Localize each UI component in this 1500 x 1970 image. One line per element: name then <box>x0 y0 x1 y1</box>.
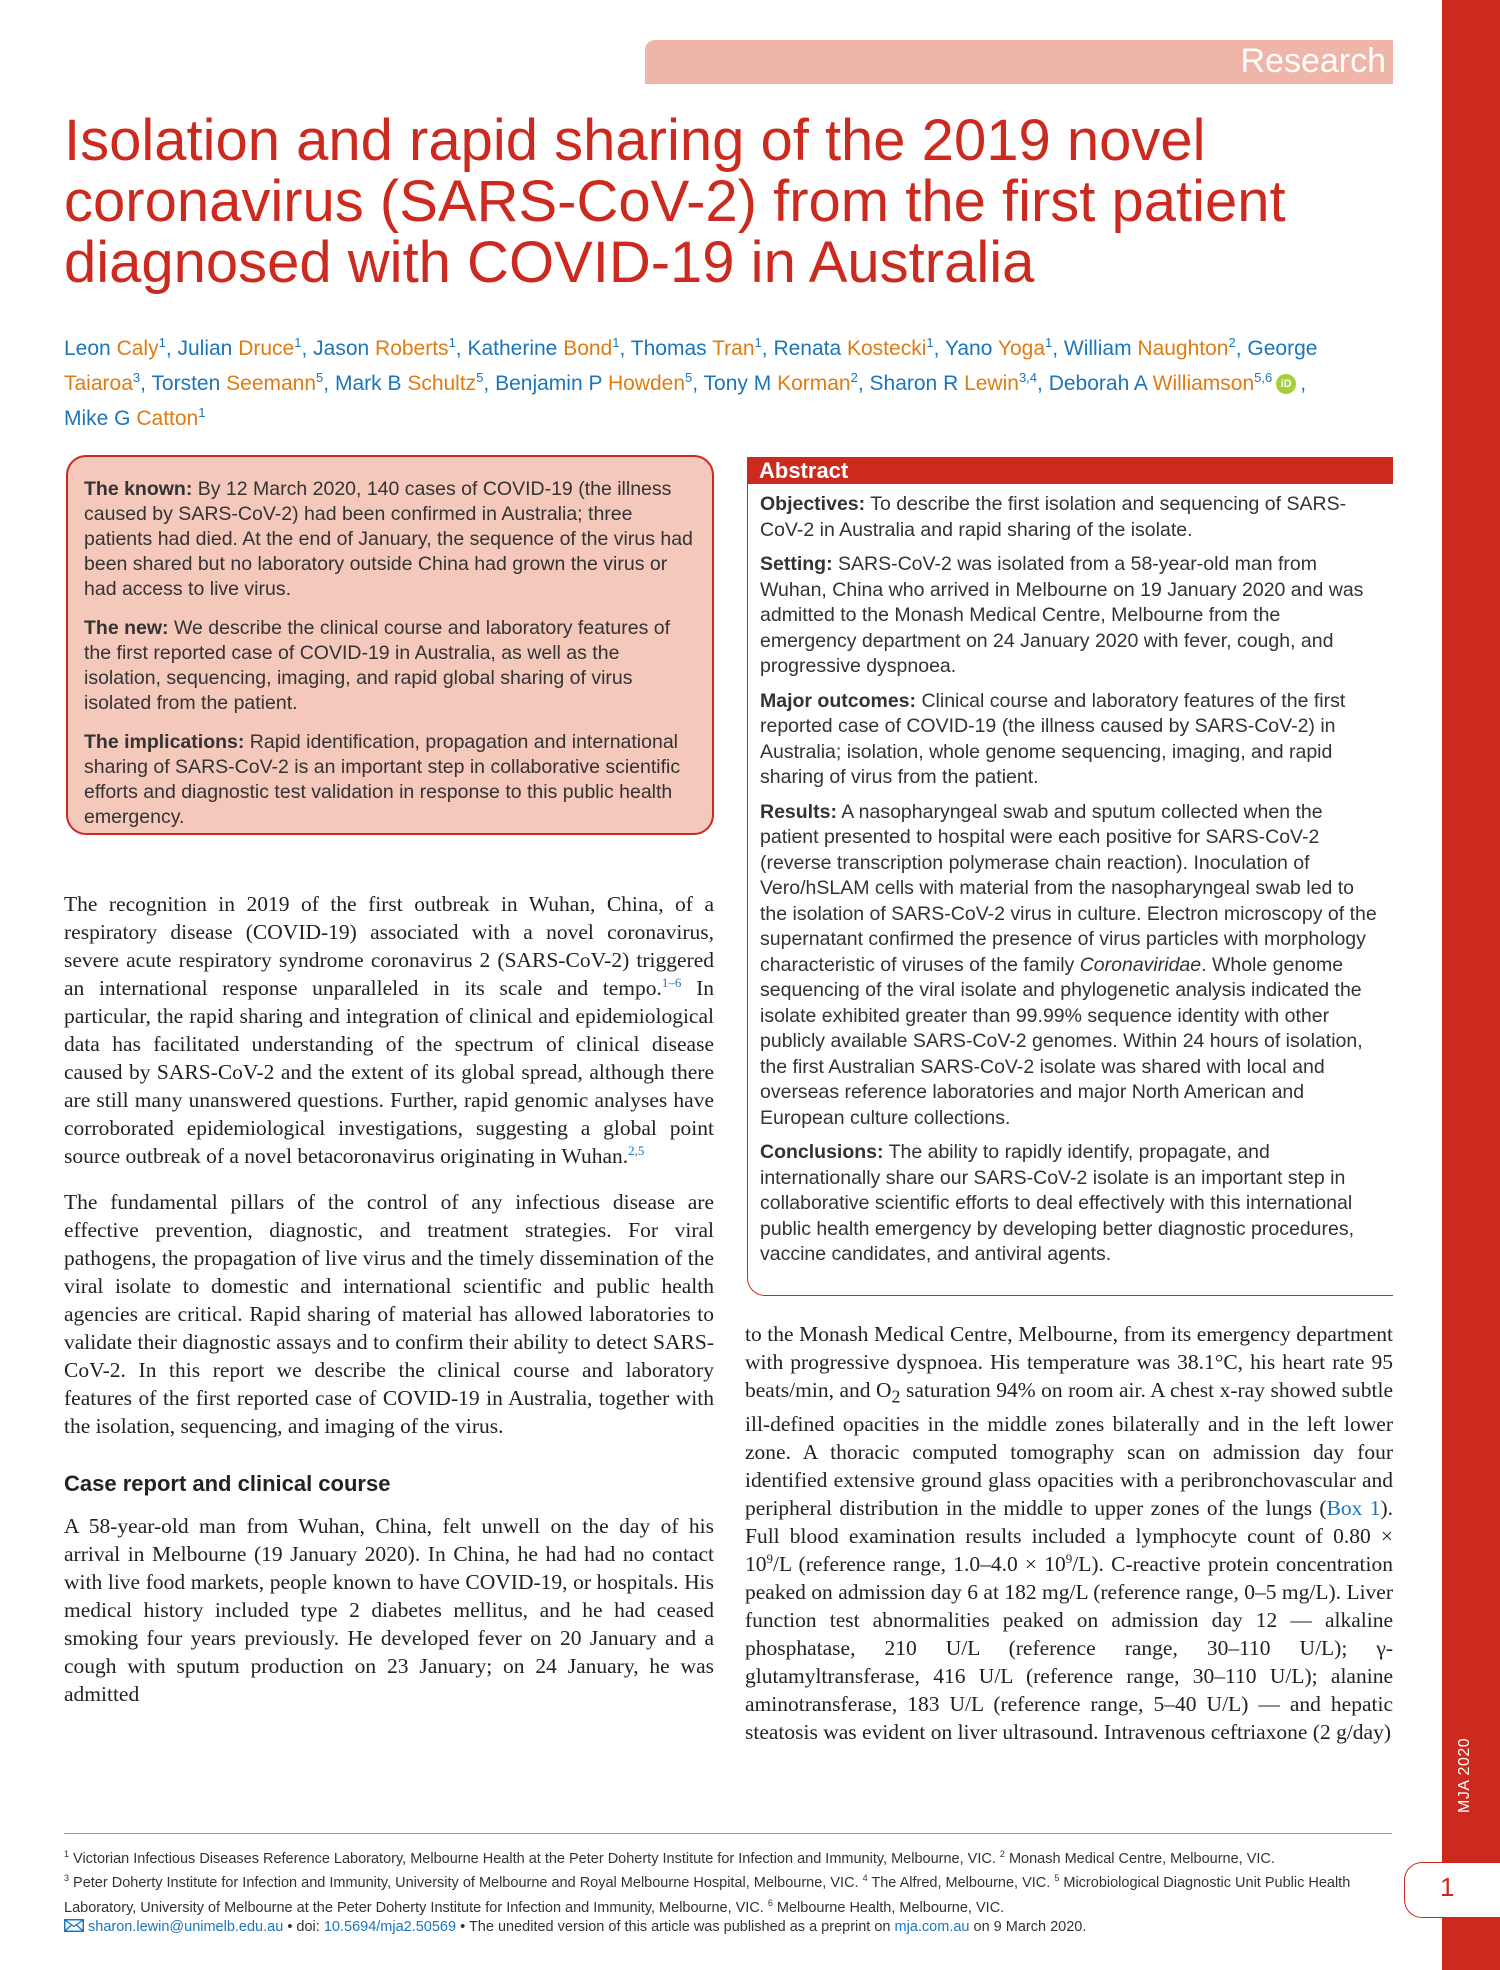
author-name[interactable] <box>773 337 933 360</box>
author-family-name: Williamson <box>1152 372 1255 395</box>
affiliation-5: Microbiological Diagnostic Unit Public Health Laboratory, University of Melbourne at the Peter Doherty Institute for Infection and Immunity, Melbourne, VIC. <box>64 1875 1351 1916</box>
footer-divider <box>64 1833 1392 1834</box>
known-label: The known: <box>84 478 193 500</box>
affiliation-marker: 3 <box>64 1873 70 1884</box>
author-given-name: Benjamin P <box>495 372 603 395</box>
results-taxon: Coronaviridae <box>1079 953 1202 976</box>
affiliation-marker: 2 <box>999 1849 1005 1859</box>
page-number: 1 <box>1440 1872 1455 1902</box>
o2-subscript: 2 <box>891 1386 901 1407</box>
author-given-name: Sharon R <box>869 372 959 395</box>
author-name[interactable] <box>467 337 619 360</box>
affiliation-2: Monash Medical Centre, Melbourne, VIC. <box>1004 1850 1275 1867</box>
author-given-name: Mike G <box>64 407 131 430</box>
author-family-name: Taiaroa <box>64 372 133 395</box>
author-affiliation-marker: 3,4 <box>1018 370 1038 385</box>
p4-text-cont3: /L (reference range, 1.0–4.0 × 10 <box>773 1552 1066 1577</box>
author-given-name: Leon <box>64 337 111 360</box>
affiliation-3: Peter Doherty Institute for Infection and Immunity, University of Melbourne and Royal Melbourne Hospital, Melbourne, VIC. <box>69 1875 863 1892</box>
author-given-name: Yano <box>944 337 993 360</box>
preprint-note: • The unedited version of this article was published as a preprint on <box>456 1918 895 1935</box>
author-affiliation-marker: 1 <box>294 335 302 350</box>
author-affiliation-marker: 1 <box>612 335 620 350</box>
setting-label: Setting: <box>760 553 833 575</box>
author-separator: , <box>455 337 468 360</box>
abstract-box <box>747 484 1393 1296</box>
implications-text: Rapid identification, propagation and international sharing of SARS-CoV-2 is an important step in collaborative scientific efforts and diagnostic test validation in response to this public health emergency. <box>84 731 681 828</box>
author-family-name: Bond <box>563 337 613 360</box>
author-name[interactable] <box>64 407 205 430</box>
results-text-cont: . Whole genome sequencing of the viral isolate and phylogenetic analysis indicated the isolate exhibited greater than 99.99% sequence identity with other publicly available SARS-CoV-2 genomes. Within 24 hours of isolation, the first Australian SARS-CoV-2 isolate was shared with local and overseas reference laboratories and major North American and European culture collections. <box>760 953 1363 1129</box>
abstract-conclusions <box>760 1140 1379 1268</box>
author-name[interactable] <box>1049 372 1301 395</box>
affiliation-6: Melbourne Health, Melbourne, VIC. <box>772 1899 1005 1916</box>
author-name[interactable] <box>1064 337 1236 360</box>
author-name[interactable] <box>631 337 762 360</box>
author-family-name: Catton <box>136 407 199 430</box>
section-label: Research <box>1240 42 1386 80</box>
author-given-name: Jason <box>313 337 370 360</box>
exponent: 9 <box>1065 1551 1073 1567</box>
corresponding-email-link[interactable]: sharon.lewin@unimelb.edu.au <box>88 1918 284 1935</box>
author-given-name: Thomas <box>630 337 707 360</box>
p4-text-cont2: ). Full blood examination results included a lymphocyte count of 0.80 × 10 <box>745 1496 1394 1577</box>
author-separator: , <box>1300 372 1307 395</box>
author-family-name: Kostecki <box>847 337 927 360</box>
author-separator: , <box>761 337 774 360</box>
author-given-name: Torsten <box>151 372 221 395</box>
doi-label: • doi: <box>283 1918 324 1935</box>
implications-label: The implications: <box>84 731 245 753</box>
conclusions-label: Conclusions: <box>760 1141 884 1163</box>
section-heading-case-report: Case report and clinical course <box>64 1471 391 1496</box>
author-affiliation-marker: 5 <box>316 370 324 385</box>
author-name[interactable] <box>313 337 456 360</box>
body-paragraph-2: The fundamental pillars of the control of any infectious disease are effective prevention, diagnostic, and treatment strategies. For viral pathogens, the propagation of live virus and the timely dissemination of the viral isolate to domestic and international scientific and public health agencies are critical. Rapid sharing of material has allowed laboratories to validate their diagnostic assays and to confirm their ability to detect SARS-CoV-2. In this report we describe the clinical course and laboratory features of the first reported case of COVID-19 in Australia, together with the isolation, sequencing, and imaging of the virus. <box>64 1190 714 1438</box>
p1-text: The recognition in 2019 of the first outbreak in Wuhan, China, of a respiratory disease (COVID-19) associated with a novel coronavirus, severe acute respiratory syndrome coronavirus 2 (SARS-CoV-2) triggered an international response unparalleled in its scale and tempo. <box>64 892 714 1000</box>
author-given-name: Renata <box>773 337 842 360</box>
author-family-name: Korman <box>777 372 851 395</box>
key-point-known <box>84 477 694 602</box>
p4-text-cont: saturation 94% on room air. A chest x-ray showed subtle ill-defined opacities in the middle zones bilaterally and in the left lower zone. A thoracic computed tomography scan on admission day four identified extensive ground glass opacities with a peribronchovascular and peripheral distribution in the middle to upper zones of the lungs ( <box>745 1378 1393 1521</box>
affiliation-4: The Alfred, Melbourne, VIC. <box>867 1875 1055 1892</box>
author-name[interactable] <box>151 372 323 395</box>
author-name[interactable] <box>177 337 301 360</box>
affiliation-footnotes <box>64 1845 1394 1937</box>
author-affiliation-marker: 2 <box>850 370 858 385</box>
author-separator: , <box>140 372 152 395</box>
author-name[interactable] <box>335 372 483 395</box>
author-given-name: Tony M <box>703 372 772 395</box>
author-list <box>64 328 1344 433</box>
abstract-heading: Abstract <box>747 457 1393 484</box>
author-family-name: Roberts <box>375 337 449 360</box>
preprint-date: on 9 March 2020. <box>969 1918 1087 1935</box>
author-family-name: Caly <box>116 337 159 360</box>
body-paragraph-1 <box>64 890 714 1170</box>
author-name[interactable] <box>945 337 1052 360</box>
author-affiliation-marker: 1 <box>158 335 166 350</box>
new-label: The new: <box>84 617 169 639</box>
results-text: A nasopharyngeal swab and sputum collected when the patient presented to hospital were each positive for SARS-CoV-2 (reverse transcription polymerase chain reaction). Inoculation of Vero/hSLAM cells with material from the nasopharyngeal swab led to the isolation of SARS-CoV-2 virus in culture. Electron microscopy of the supernatant confirmed the presence of virus particles with morphology characteristic of viruses of the family <box>760 800 1377 976</box>
author-family-name: Naughton <box>1137 337 1229 360</box>
body-column-left <box>64 890 714 1726</box>
author-separator: , <box>1235 337 1248 360</box>
new-text: We describe the clinical course and laboratory features of the first reported case of COVID-19 in Australia, as well as the isolation, sequencing, imaging, and rapid global sharing of virus isolated from the patient. <box>84 617 671 714</box>
author-family-name: Druce <box>238 337 295 360</box>
known-text: By 12 March 2020, 140 cases of COVID-19 (the illness caused by SARS-CoV-2) had been confirmed in Australia; three patients had died. At the end of January, the sequence of the virus had been shared but no laboratory outside China had grown the virus or had access to live virus. <box>84 478 693 600</box>
author-name[interactable] <box>495 372 692 395</box>
author-affiliation-marker: 3 <box>132 370 141 385</box>
author-given-name: William <box>1063 337 1132 360</box>
conclusions-text: The ability to rapidly identify, propagate, and internationally share our SARS-CoV-2 isolate is an important step in collaborative scientific efforts to deal effectively with this international public health emergency by developing better diagnostic procedures, vaccine candidates, and antiviral agents. <box>760 1141 1355 1265</box>
body-paragraph-4 <box>745 1320 1393 1746</box>
author-given-name: Mark B <box>334 372 402 395</box>
envelope-icon <box>64 1919 84 1932</box>
author-separator: , <box>323 372 335 395</box>
author-family-name: Howden <box>607 372 686 395</box>
journal-sidebar <box>1442 0 1500 1970</box>
author-affiliation-marker: 5 <box>685 370 693 385</box>
results-label: Results: <box>760 800 837 823</box>
author-name[interactable] <box>704 372 858 395</box>
preprint-site-link[interactable]: mja.com.au <box>894 1918 970 1935</box>
author-given-name: Katherine <box>467 337 558 360</box>
author-family-name: Tran <box>712 337 755 360</box>
author-family-name: Yoga <box>997 337 1045 360</box>
author-given-name: Julian <box>177 337 233 360</box>
exponent: 9 <box>766 1551 773 1567</box>
abstract-outcomes <box>760 689 1379 791</box>
author-separator: , <box>692 372 704 395</box>
author-affiliation-marker: 2 <box>1228 335 1236 350</box>
author-affiliation-marker: 5,6 <box>1254 370 1273 385</box>
author-separator: , <box>1052 337 1064 360</box>
key-point-new <box>84 616 694 716</box>
orcid-icon[interactable]: iD <box>1276 374 1296 394</box>
outcomes-label: Major outcomes: <box>760 689 917 712</box>
affiliation-marker: 6 <box>767 1897 773 1908</box>
author-separator: , <box>301 337 314 360</box>
setting-text: SARS-CoV-2 was isolated from a 58-year-old man from Wuhan, China who arrived in Melbourne on 19 January 2020 and was admitted to the Monash Medical Centre, Melbourne from the emergency department on 24 January 2020 with fever, cough, and progressive dyspnoea. <box>760 553 1364 677</box>
abstract-setting <box>760 552 1379 680</box>
objectives-text: To describe the first isolation and sequencing of SARS-CoV-2 in Australia and rapid sharing of the isolate. <box>760 493 1347 541</box>
author-given-name: George <box>1247 337 1318 360</box>
body-paragraph-3: A 58-year-old man from Wuhan, China, felt unwell on the day of his arrival in Melbourne (19 January 2020). In China, he had had no contact with live food markets, people known to have COVID-19, or hospitals. His medical history included type 2 diabetes mellitus, and he had ceased smoking four years previously. He developed fever on 20 January and a cough with sputum production on 23 January; on 24 January, he was admitted <box>64 1514 714 1706</box>
citation-link[interactable]: 1–6 <box>661 974 682 990</box>
body-column-right <box>745 1320 1393 1764</box>
author-affiliation-marker: 1 <box>754 335 762 350</box>
p4-text: to the Monash Medical Centre, Melbourne, from its emergency department with progressive dyspnoea. His temperature was 38.1°C, his heart rate 95 beats/min, and O <box>745 1322 1393 1402</box>
affiliation-1: Victorian Infectious Diseases Reference Laboratory, Melbourne Health at the Peter Doherty Institute for Infection and Immunity, Melbourne, VIC. <box>69 1850 1000 1867</box>
citation-link[interactable]: 2,5 <box>628 1142 645 1158</box>
key-point-implications <box>84 730 694 830</box>
author-affiliation-marker: 1 <box>198 405 206 420</box>
p4-text-cont4: /L). C-reactive protein concentration peaked on admission day 6 at 182 mg/L (reference range, 0–5 mg/L). Liver function test abnormalities peaked on admission day 12 — alkaline phosphatase, 210 U/L (reference range, 30–110 U/L); γ-glutamyltransferase, 416 U/L (reference range, 30–110 U/L); alanine aminotransferase, 183 U/L (reference range, 5–40 U/L) — and hepatic steatosis was evident on liver ultrasound. Intravenous ceftriaxone (2 g/day) <box>745 1552 1393 1745</box>
affiliation-marker: 4 <box>862 1873 868 1884</box>
author-family-name: Schultz <box>407 372 477 395</box>
author-affiliation-marker: 5 <box>476 370 484 385</box>
author-affiliation-marker: 1 <box>926 335 934 350</box>
author-family-name: Seemann <box>226 372 317 395</box>
author-separator: , <box>165 337 178 360</box>
article-title: Isolation and rapid sharing of the 2019 novel coronavirus (SARS-CoV-2) from the first patient diagnosed with COVID-19 in Australia <box>64 108 1286 295</box>
author-separator: , <box>619 337 631 360</box>
abstract-results <box>760 800 1379 1132</box>
author-affiliation-marker: 1 <box>448 335 456 350</box>
objectives-label: Objectives: <box>760 493 866 515</box>
author-family-name: Lewin <box>964 372 1019 395</box>
outcomes-text: Clinical course and laboratory features of the first reported case of COVID-19 (the illness caused by SARS-CoV-2) in Australia; isolation, whole genome sequencing, imaging, and rapid sharing of virus from the patient. <box>760 689 1346 788</box>
affiliation-marker: 5 <box>1054 1873 1060 1884</box>
author-name[interactable] <box>64 337 166 360</box>
author-separator: , <box>933 337 945 360</box>
author-given-name: Deborah A <box>1048 372 1147 395</box>
journal-year-label: MJA 2020 <box>1456 1737 1473 1813</box>
key-points-box <box>66 455 714 835</box>
author-separator: , <box>483 372 496 395</box>
author-name[interactable] <box>870 372 1038 395</box>
doi-link[interactable]: 10.5694/mja2.50569 <box>323 1918 457 1935</box>
abstract-objectives <box>760 492 1379 543</box>
author-separator: , <box>857 372 870 395</box>
author-affiliation-marker: 1 <box>1045 335 1053 350</box>
box-1-link[interactable]: Box 1 <box>1326 1496 1381 1521</box>
affiliation-marker: 1 <box>64 1849 70 1859</box>
p1-text-cont: In particular, the rapid sharing and integration of clinical and epidemiological data has facilitated understanding of the spectrum of clinical disease caused by SARS-CoV-2 and the extent of its global spread, although there are still many unanswered questions. Further, rapid genomic analyses have corroborated epidemiological investigations, suggesting a global point source outbreak of a novel betacoronavirus originating in Wuhan. <box>64 976 714 1168</box>
author-separator: , <box>1037 372 1049 395</box>
